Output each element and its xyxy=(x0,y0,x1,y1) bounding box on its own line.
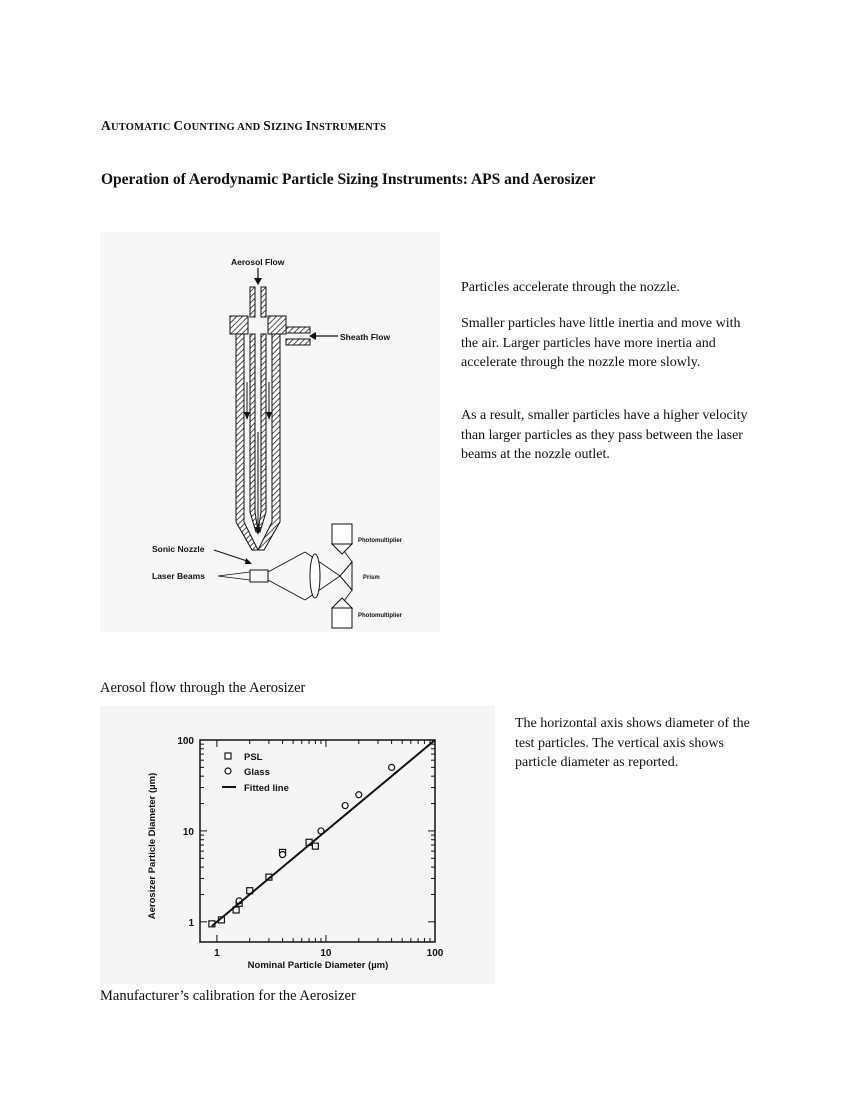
photomultiplier-bottom-cone xyxy=(332,598,352,608)
section-heading-part: OUNTING AND xyxy=(183,122,264,133)
calibration-chart-svg xyxy=(100,706,495,984)
laser-beams-label: Laser Beams xyxy=(152,571,205,581)
section-heading-part: UTOMATIC xyxy=(110,122,174,133)
glass-point xyxy=(356,792,362,798)
inner-tube-wall xyxy=(258,334,266,532)
section-heading-part: NSTRUMENTS xyxy=(311,122,387,133)
x-tick-label: 1 xyxy=(214,948,220,959)
sonic-nozzle-leader-head xyxy=(245,558,252,564)
sonic-nozzle-leader xyxy=(214,550,250,562)
calibration-chart xyxy=(100,706,495,984)
aerosizer-diagram xyxy=(100,232,440,632)
legend-psl-label: PSL xyxy=(244,752,263,763)
figure-1-caption: Aerosol flow through the Aerosizer xyxy=(100,680,306,696)
glass-point xyxy=(280,852,286,858)
x-tick-label: 100 xyxy=(426,948,444,959)
photomultiplier-top xyxy=(332,524,352,544)
x-tick-label: 10 xyxy=(320,948,332,959)
aerosol-flow-label: Aerosol Flow xyxy=(231,257,285,267)
photomultiplier-top-cone xyxy=(332,544,352,554)
optical-path xyxy=(268,552,305,572)
flow-arrowhead xyxy=(244,412,250,420)
legend-psl-marker xyxy=(225,753,231,759)
sonic-nozzle-label: Sonic Nozzle xyxy=(152,544,205,554)
section-heading-letter: A xyxy=(101,118,111,133)
section-heading-letter: S xyxy=(263,118,271,133)
section-heading xyxy=(101,118,386,134)
paragraph-4: The horizontal axis shows diameter of the test particles. The vertical axis shows particle diameter as reported. xyxy=(515,716,750,770)
laser-beam-line xyxy=(218,576,250,580)
chart-layer xyxy=(177,736,443,959)
aerosol-flow-arrowhead xyxy=(254,278,262,285)
flange xyxy=(268,316,286,334)
glass-point xyxy=(342,803,348,809)
inlet-tube-wall xyxy=(250,287,255,317)
sheath-inlet xyxy=(286,339,310,345)
sheath-flow-label: Sheath Flow xyxy=(340,332,391,342)
optical-path xyxy=(268,580,305,600)
prism-shape xyxy=(340,562,352,590)
paragraph-1: Particles accelerate through the nozzle. xyxy=(461,280,680,295)
inner-tube-wall xyxy=(250,334,258,532)
prism-label: Prism xyxy=(363,575,380,581)
y-tick-label: 1 xyxy=(188,917,194,929)
photomultiplier-bottom-label: Photomultiplier xyxy=(358,613,402,619)
page-subtitle: Operation of Aerodynamic Particle Sizing Instruments: APS and Aerosizer xyxy=(101,171,596,188)
sheath-inlet xyxy=(286,327,310,333)
paragraph-2: Smaller particles have little inertia and move with the air. Larger particles have more inertia and accelerate through the nozzle more slowly. xyxy=(461,316,741,370)
y-tick-label: 10 xyxy=(182,826,194,838)
aerosizer-diagram-svg xyxy=(100,232,440,632)
flange xyxy=(230,316,248,334)
psl-point xyxy=(312,843,318,849)
y-axis-label: Aerosizer Particle Diameter (µm) xyxy=(147,772,158,920)
lens xyxy=(310,554,320,598)
figure-2-caption: Manufacturer’s calibration for the Aerosizer xyxy=(100,988,356,1004)
section-heading-letter: I xyxy=(305,118,312,133)
legend-glass-label: Glass xyxy=(244,767,270,778)
laser-sensing-region xyxy=(250,570,268,582)
legend-fitted-label: Fitted line xyxy=(244,783,289,794)
x-axis-label: Nominal Particle Diameter (µm) xyxy=(247,960,389,971)
section-heading-part: IZING xyxy=(271,122,306,133)
section-heading-letter: C xyxy=(173,118,184,133)
legend-glass-marker xyxy=(225,768,231,774)
photomultiplier-bottom xyxy=(332,608,352,628)
y-tick-label: 100 xyxy=(177,736,194,747)
flow-arrowhead xyxy=(266,412,272,420)
glass-point xyxy=(389,764,395,770)
inlet-tube-wall xyxy=(261,287,266,317)
photomultiplier-top-label: Photomultiplier xyxy=(358,538,402,544)
laser-beam-line xyxy=(218,572,250,576)
paragraph-3: As a result, smaller particles have a higher velocity than larger particles as they pass between the laser beams at the nozzle outlet. xyxy=(461,408,748,462)
